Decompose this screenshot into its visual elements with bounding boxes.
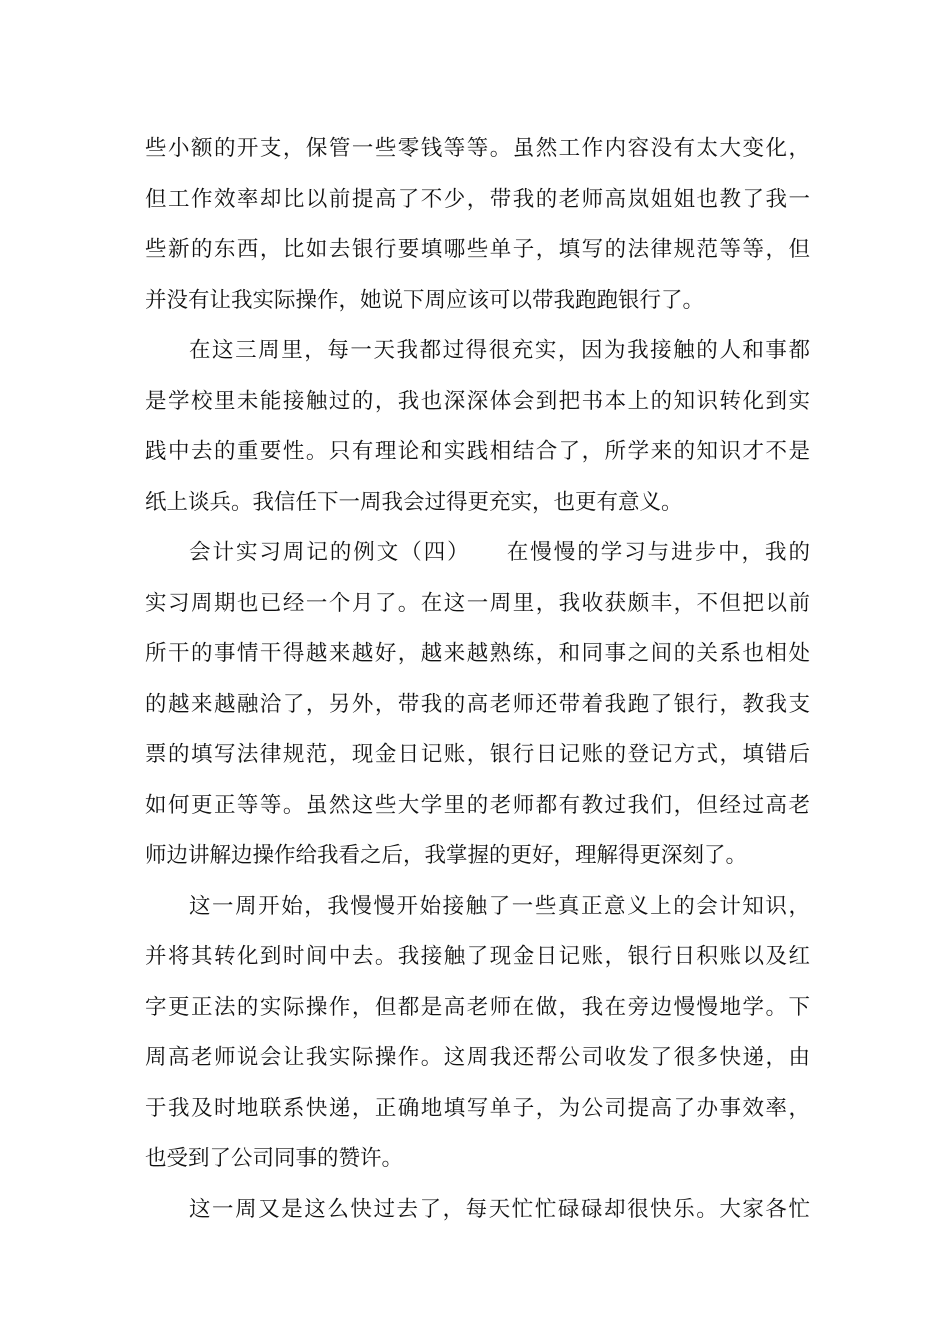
text-line-9: 会计实习周记的例文（四） 在慢慢的学习与进步中，我的 xyxy=(189,540,810,565)
text-line-1: 些小额的开支，保管一些零钱等等。虽然工作内容没有太大变化， xyxy=(145,136,810,161)
text-line-20: 于我及时地联系快递，正确地填写单子，为公司提高了办事效率， xyxy=(145,1095,810,1121)
text-line-14: 如何更正等等。虽然这些大学里的老师都有教过我们，但经过高老 xyxy=(145,792,810,818)
text-line-7: 践中去的重要性。只有理论和实践相结合了，所学来的知识才不是 xyxy=(145,439,810,464)
text-line-4: 并没有让我实际操作，她说下周应该可以带我跑跑银行了。 xyxy=(145,287,705,313)
text-line-12: 的越来越融洽了，另外，带我的高老师还带着我跑了银行，教我支 xyxy=(145,691,810,717)
text-line-2: 但工作效率却比以前提高了不少，带我的老师高岚姐姐也教了我一 xyxy=(145,186,810,212)
text-line-21: 也受到了公司同事的赞许。 xyxy=(145,1146,404,1171)
text-line-6: 是学校里未能接触过的，我也深深体会到把书本上的知识转化到实 xyxy=(145,388,810,414)
text-line-3: 些新的东西，比如去银行要填哪些单子，填写的法律规范等等，但 xyxy=(145,237,810,262)
text-line-16: 这一周开始，我慢慢开始接触了一些真正意义上的会计知识， xyxy=(189,893,810,919)
text-line-17: 并将其转化到时间中去。我接触了现金日记账，银行日积账以及红 xyxy=(145,944,810,969)
text-line-15: 师边讲解边操作给我看之后，我掌握的更好，理解得更深刻了。 xyxy=(145,843,748,868)
text-line-8: 纸上谈兵。我信任下一周我会过得更充实，也更有意义。 xyxy=(145,489,683,515)
text-line-5: 在这三周里，每一天我都过得很充实，因为我接触的人和事都 xyxy=(189,338,810,363)
text-line-19: 周高老师说会让我实际操作。这周我还帮公司收发了很多快递，由 xyxy=(145,1045,810,1070)
text-line-22: 这一周又是这么快过去了，每天忙忙碌碌却很快乐。大家各忙 xyxy=(189,1196,810,1222)
text-line-13: 票的填写法律规范，现金日记账，银行日记账的登记方式，填错后 xyxy=(145,742,810,767)
text-line-10: 实习周期也已经一个月了。在这一周里，我收获颇丰，不但把以前 xyxy=(145,590,810,616)
text-line-11: 所干的事情干得越来越好，越来越熟练，和同事之间的关系也相处 xyxy=(145,641,810,666)
text-line-18: 字更正法的实际操作，但都是高老师在做，我在旁边慢慢地学。下 xyxy=(145,994,810,1020)
document-body xyxy=(145,124,810,1235)
